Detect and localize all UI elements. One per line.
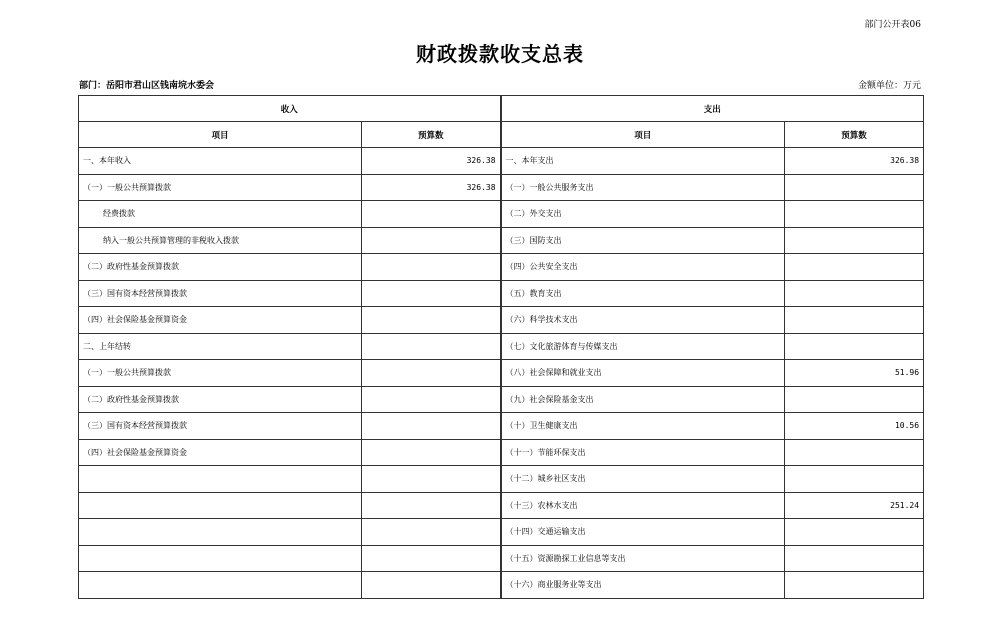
income-amount-cell (362, 227, 501, 254)
income-amount-cell (362, 386, 501, 413)
expense-item-cell: （十三）农林水支出 (501, 492, 785, 519)
expense-budget-col-header: 预算数 (785, 122, 924, 148)
expense-item-cell: （六）科学技术支出 (501, 307, 785, 334)
income-item-col-header: 项目 (79, 122, 362, 148)
expense-amount-cell (785, 333, 924, 360)
expense-item-cell: 一、本年支出 (501, 148, 785, 175)
table-row (79, 545, 924, 572)
expense-amount-cell (785, 174, 924, 201)
section-header-row (79, 96, 924, 122)
budget-table (78, 95, 924, 599)
table-row (79, 307, 924, 334)
expense-amount-cell (785, 201, 924, 228)
income-item-cell (79, 492, 362, 519)
income-amount-cell (362, 280, 501, 307)
income-item-cell: （三）国有资本经营预算拨款 (79, 413, 362, 440)
expense-item-cell: （四）公共安全支出 (501, 254, 785, 281)
expense-item-cell: （十四）交通运输支出 (501, 519, 785, 546)
income-item-cell: （二）政府性基金预算拨款 (79, 254, 362, 281)
department-label: 部门：岳阳市君山区钱南垸水委会 (79, 81, 215, 91)
expense-amount-cell (785, 545, 924, 572)
income-item-cell: （四）社会保险基金预算资金 (79, 307, 362, 334)
expense-item-cell: （一）一般公共服务支出 (501, 174, 785, 201)
table-row (79, 466, 924, 493)
expense-amount-cell: 251.24 (785, 492, 924, 519)
income-amount-cell (362, 466, 501, 493)
income-item-cell: （一）一般公共预算拨款 (79, 174, 362, 201)
income-item-cell: （一）一般公共预算拨款 (79, 360, 362, 387)
expense-item-cell: （十五）资源勘探工业信息等支出 (501, 545, 785, 572)
page-title: 财政拨款收支总表 (416, 42, 584, 66)
expense-amount-cell (785, 519, 924, 546)
expense-header: 支出 (501, 96, 924, 122)
expense-item-cell: （七）文化旅游体育与传媒支出 (501, 333, 785, 360)
table-row (79, 519, 924, 546)
income-amount-cell (362, 519, 501, 546)
table-row (79, 492, 924, 519)
income-item-cell (79, 572, 362, 599)
table-row (79, 439, 924, 466)
expense-amount-cell: 326.38 (785, 148, 924, 175)
income-item-cell: （四）社会保险基金预算资金 (79, 439, 362, 466)
table-row (79, 386, 924, 413)
income-item-cell: （三）国有资本经营预算拨款 (79, 280, 362, 307)
income-amount-cell (362, 254, 501, 281)
income-item-cell (79, 545, 362, 572)
expense-item-cell: （二）外交支出 (501, 201, 785, 228)
income-item-cell (79, 466, 362, 493)
expense-item-cell: （十）卫生健康支出 (501, 413, 785, 440)
table-row (79, 174, 924, 201)
income-amount-cell (362, 307, 501, 334)
income-amount-cell (362, 492, 501, 519)
expense-item-cell: （九）社会保险基金支出 (501, 386, 785, 413)
expense-amount-cell (785, 227, 924, 254)
income-header: 收入 (79, 96, 501, 122)
income-amount-cell (362, 201, 501, 228)
column-header-row (79, 122, 924, 148)
income-item-cell: （二）政府性基金预算拨款 (79, 386, 362, 413)
income-amount-cell: 326.38 (362, 174, 501, 201)
expense-item-cell: （十六）商业服务业等支出 (501, 572, 785, 599)
income-budget-col-header: 预算数 (362, 122, 501, 148)
income-amount-cell (362, 545, 501, 572)
income-amount-cell (362, 333, 501, 360)
unit-label: 金额单位：万元 (857, 81, 921, 91)
table-row (79, 254, 924, 281)
expense-amount-cell (785, 254, 924, 281)
table-row (79, 201, 924, 228)
expense-amount-cell (785, 466, 924, 493)
expense-item-cell: （三）国防支出 (501, 227, 785, 254)
income-item-cell (79, 519, 362, 546)
table-row (79, 413, 924, 440)
income-item-cell: 经费拨款 (79, 201, 362, 228)
expense-amount-cell (785, 386, 924, 413)
expense-item-cell: （十二）城乡社区支出 (501, 466, 785, 493)
income-amount-cell: 326.38 (362, 148, 501, 175)
income-amount-cell (362, 413, 501, 440)
table-row (79, 572, 924, 599)
expense-amount-cell (785, 280, 924, 307)
expense-item-col-header: 项目 (501, 122, 785, 148)
income-item-cell: 一、本年收入 (79, 148, 362, 175)
expense-amount-cell (785, 572, 924, 599)
expense-item-cell: （五）教育支出 (501, 280, 785, 307)
income-amount-cell (362, 360, 501, 387)
income-amount-cell (362, 439, 501, 466)
table-row (79, 280, 924, 307)
expense-amount-cell (785, 307, 924, 334)
income-item-cell: 纳入一般公共预算管理的非税收入拨款 (79, 227, 362, 254)
form-code: 部门公开表06 (864, 20, 921, 30)
budget-table-container (78, 95, 923, 599)
table-row (79, 360, 924, 387)
expense-amount-cell: 10.56 (785, 413, 924, 440)
income-amount-cell (362, 572, 501, 599)
expense-amount-cell: 51.96 (785, 360, 924, 387)
expense-item-cell: （八）社会保障和就业支出 (501, 360, 785, 387)
table-row (79, 148, 924, 175)
income-item-cell: 二、上年结转 (79, 333, 362, 360)
expense-amount-cell (785, 439, 924, 466)
expense-item-cell: （十一）节能环保支出 (501, 439, 785, 466)
table-row (79, 227, 924, 254)
table-row (79, 333, 924, 360)
